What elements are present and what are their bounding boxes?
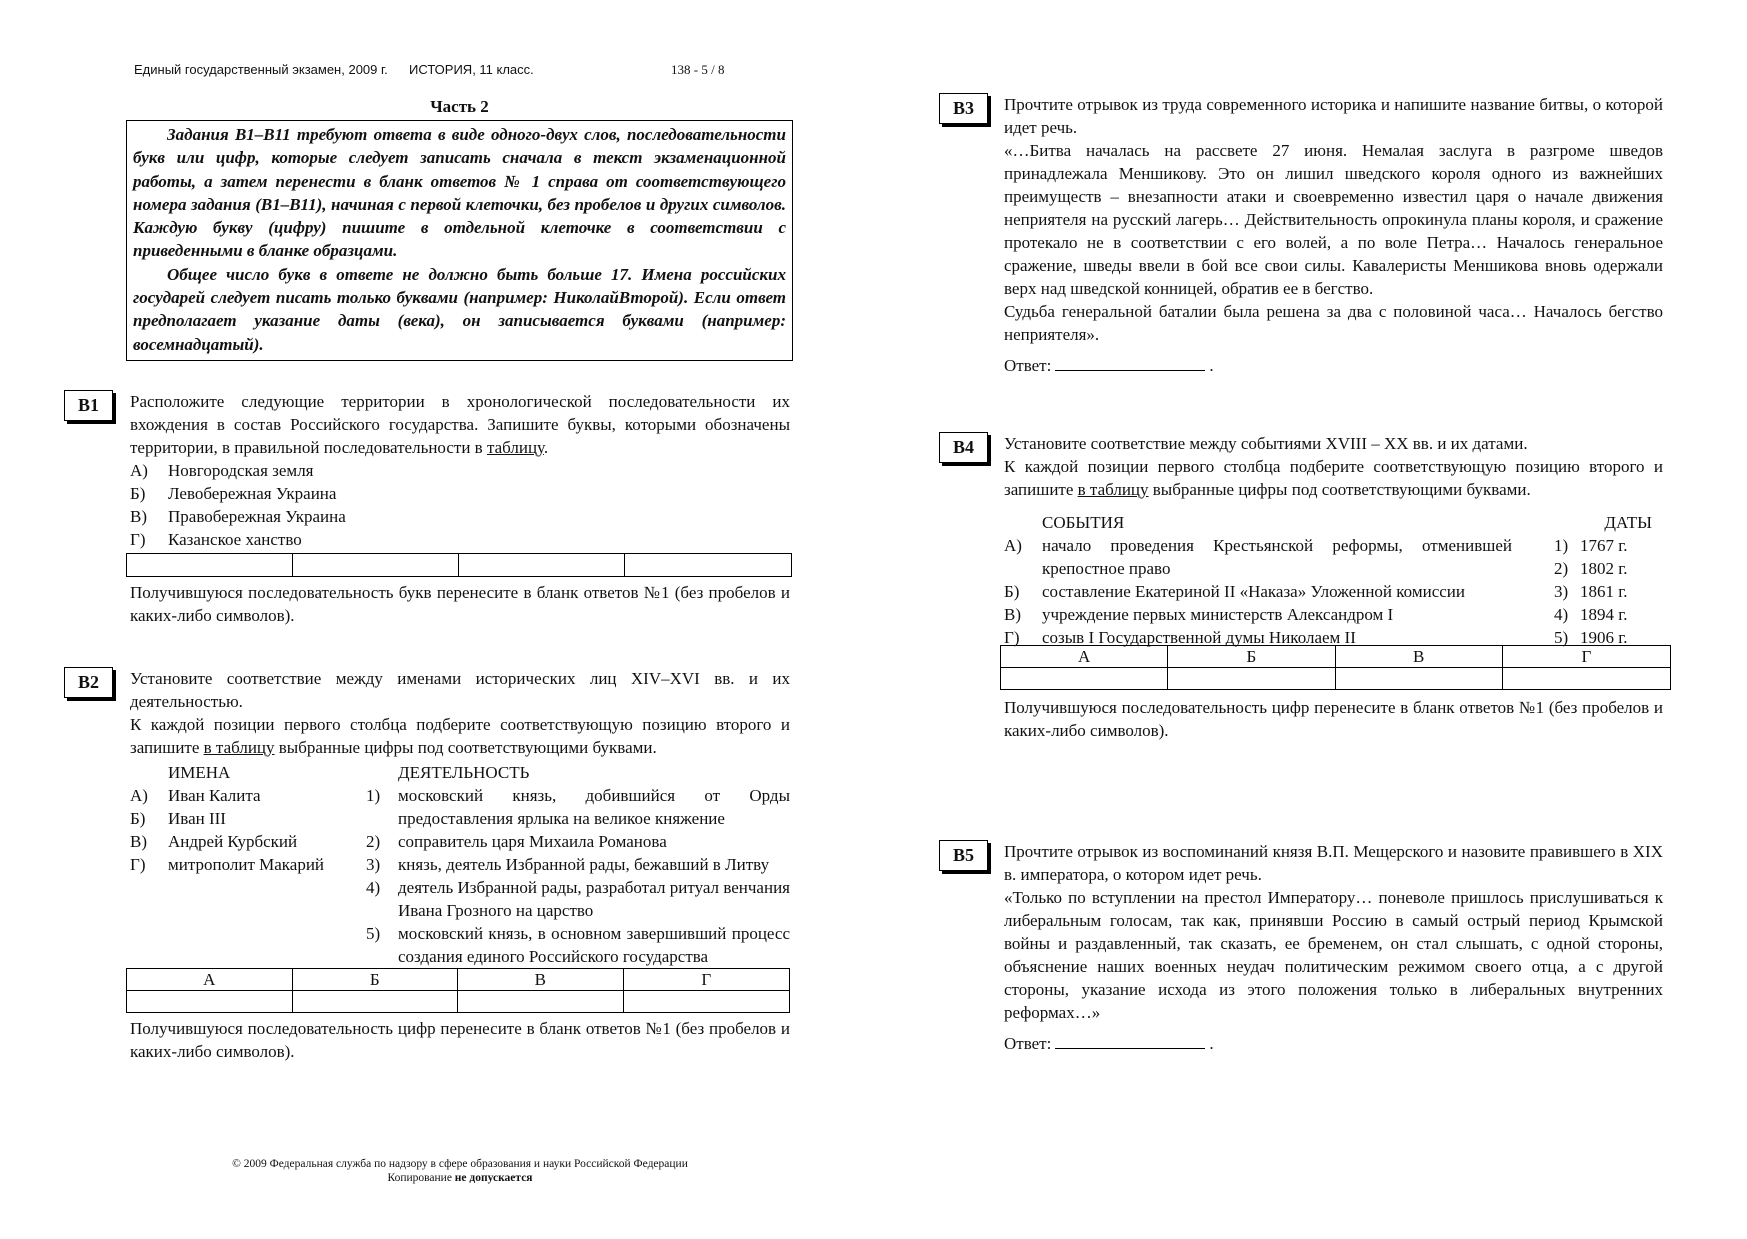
b2-names-header: ИМЕНА bbox=[168, 763, 231, 782]
b4-dates-header: ДАТЫ bbox=[1604, 513, 1652, 532]
list-item: 5) 1906 г. bbox=[1554, 628, 1628, 647]
task-b2 bbox=[130, 667, 790, 1063]
list-item: А) Новгородская земля bbox=[130, 461, 314, 480]
b2-answer-row[interactable] bbox=[127, 990, 789, 1012]
b4-col-v: В bbox=[1336, 646, 1503, 667]
exam-subject: ИСТОРИЯ, 11 класс. bbox=[409, 62, 534, 77]
list-item: 3) князь, деятель Избранной рады, бежавший в Литву bbox=[366, 855, 770, 874]
b3-answer-field[interactable] bbox=[1055, 354, 1205, 371]
b4-transfer-note: Получившуюся последовательность цифр перенесите в бланк ответов №1 (без пробелов и каких-либо символов). bbox=[1004, 698, 1663, 740]
b3-task-text: Прочтите отрывок из труда современного историка и напишите название битвы, о которой идет речь. bbox=[1004, 95, 1663, 137]
list-item: 1) 1767 г. bbox=[1554, 536, 1628, 555]
left-column bbox=[126, 95, 793, 361]
exam-title: Единый государственный экзамен, 2009 г. bbox=[134, 62, 388, 77]
b4-answer-row[interactable] bbox=[1001, 667, 1670, 689]
b4-dates-column bbox=[1512, 511, 1663, 649]
footer-line2: Копирование не допускается bbox=[387, 1172, 533, 1184]
b2-matching bbox=[130, 761, 790, 968]
list-item: 1) московский князь, добившийся от Орды предоставления ярлыка на великое княжение bbox=[366, 786, 790, 828]
b2-activities-header: ДЕЯТЕЛЬНОСТЬ bbox=[398, 763, 530, 782]
b1-answer-cell[interactable] bbox=[459, 554, 625, 576]
b4-col-b: Б bbox=[1168, 646, 1335, 667]
b2-table-header-row bbox=[127, 969, 789, 990]
b5-quote: «Только по вступлении на престол Императору… поневоле пришлось прислушиваться к либеральным голосам, так как, принявши Россию в самый острый период Крымской войны и раздавленный, так сказать, ее бременем, он стал слышать, с одной стороны, объяснение наших военных неудач политическим режимом своего отца, а с другой стороны, указание исхода из этого положения только в либеральных внутренних реформах…» bbox=[1004, 888, 1663, 1022]
task-label-b4: В4 bbox=[939, 432, 988, 463]
task-label-b2: В2 bbox=[64, 667, 113, 698]
task-label-b3: В3 bbox=[939, 93, 988, 124]
b1-answer-cell[interactable] bbox=[293, 554, 459, 576]
b1-answer-table[interactable] bbox=[126, 553, 792, 577]
b5-task-text: Прочтите отрывок из воспоминаний князя В.П. Мещерского и назовите правившего в XIX в. императора, о котором идет речь. bbox=[1004, 842, 1663, 884]
footer-line1: © 2009 Федеральная служба по надзору в сфере образования и науки Российской Федерации bbox=[232, 1158, 688, 1170]
b2-col-a: А bbox=[127, 969, 293, 990]
b3-quote: «…Битва началась на рассвете 27 июня. Немалая заслуга в разгроме шведов принадлежала Меншикову. Это он лишил шведского короля одного из важнейших преимуществ – внезапности атаки и своевременно известил царя о начале движения неприятеля на русский лагерь… Действительность опрокинула планы короля, и сражение протекало не в соответствии с его волей, а по воле Петра… Началось генеральное сражение, шведы ввели в бой все свои силы. Кавалеристы Меншикова вновь одержали верх над шведской конницей, обратив ее в бегство. bbox=[1004, 141, 1663, 298]
list-item: 5) московский князь, в основном завершивший процесс создания единого Российского государства bbox=[366, 924, 790, 966]
b4-events-column bbox=[1004, 511, 1512, 649]
list-item: 4) деятель Избранной рады, разработал ритуал венчания Ивана Грозного на царство bbox=[366, 878, 790, 920]
b4-col-a: А bbox=[1001, 646, 1168, 667]
list-item: 3) 1861 г. bbox=[1554, 582, 1628, 601]
list-item: Г) созыв I Государственной думы Николаем II bbox=[1004, 628, 1356, 647]
b2-answer-cell[interactable] bbox=[127, 991, 293, 1012]
b1-answer-cell[interactable] bbox=[127, 554, 293, 576]
b4-answer-cell[interactable] bbox=[1503, 668, 1670, 689]
b2-col-g: Г bbox=[701, 970, 712, 989]
b4-matching bbox=[1004, 511, 1663, 649]
b1-items bbox=[130, 459, 790, 551]
b2-answer-table[interactable] bbox=[126, 968, 790, 1013]
b5-answer-line: Ответ: . bbox=[1004, 1034, 1214, 1053]
b2-col-v: В bbox=[458, 969, 624, 990]
b4-answer-cell[interactable] bbox=[1168, 668, 1335, 689]
b3-answer-line: Ответ: . bbox=[1004, 356, 1214, 375]
list-item: В) учреждение первых министерств Александром I bbox=[1004, 605, 1394, 624]
b2-names-column bbox=[130, 761, 366, 968]
b4-events-header: СОБЫТИЯ bbox=[1042, 513, 1125, 532]
copyright-footer bbox=[130, 1157, 790, 1185]
b2-activities-column bbox=[366, 761, 790, 968]
list-item: 4) 1894 г. bbox=[1554, 605, 1628, 624]
b4-answer-cell[interactable] bbox=[1336, 668, 1503, 689]
instructions-box bbox=[126, 120, 793, 361]
b4-answer-table[interactable] bbox=[1000, 645, 1671, 690]
list-item: В) Правобережная Украина bbox=[130, 507, 346, 526]
b2-answer-cell[interactable] bbox=[293, 991, 459, 1012]
b4-table-header-row bbox=[1001, 646, 1670, 667]
b4-instruction: К каждой позиции первого столбца подберите соответствующую позицию второго и запишите в таблицу выбранные цифры под соответствующими буквами. bbox=[1004, 457, 1663, 499]
b2-col-b: Б bbox=[293, 969, 459, 990]
list-item: Г) Казанское ханство bbox=[130, 530, 302, 549]
exam-header bbox=[134, 62, 534, 77]
b1-answer-cell[interactable] bbox=[625, 554, 791, 576]
task-b5 bbox=[1004, 840, 1663, 1055]
b4-table-link: в таблицу bbox=[1077, 480, 1149, 499]
task-label-b1: В1 bbox=[64, 390, 113, 421]
list-item: Б) Иван III bbox=[130, 809, 226, 828]
b2-instruction: К каждой позиции первого столбца подберите соответствующую позицию второго и запишите в таблицу выбранные цифры под соответствующими буквами. bbox=[130, 715, 790, 757]
list-item: Б) составление Екатериной II «Наказа» Уложенной комиссии bbox=[1004, 582, 1465, 601]
b4-task-text: Установите соответствие между событиями XVIII – XX вв. и их датами. bbox=[1004, 434, 1528, 453]
list-item: Б) Левобережная Украина bbox=[130, 484, 337, 503]
b4-answer-cell[interactable] bbox=[1001, 668, 1168, 689]
b2-answer-cell[interactable] bbox=[458, 991, 624, 1012]
part-title: Часть 2 bbox=[430, 97, 489, 116]
b1-table-link: таблицу bbox=[486, 438, 544, 457]
page-code: 138 - 5 / 8 bbox=[671, 62, 725, 77]
list-item: Г) митрополит Макарий bbox=[130, 855, 325, 874]
b2-task-text: Установите соответствие между именами исторических лиц XIV–XVI вв. и их деятельностью. bbox=[130, 669, 790, 711]
b2-answer-cell[interactable] bbox=[624, 991, 790, 1012]
task-label-b5: В5 bbox=[939, 840, 988, 871]
list-item: 2) соправитель царя Михаила Романова bbox=[366, 832, 667, 851]
b5-answer-field[interactable] bbox=[1055, 1032, 1205, 1049]
instructions-p1: Задания В1–В11 требуют ответа в виде одного-двух слов, последовательности букв или цифр, которые следует записать сначала в текст экзаменационной работы, а затем перенести в бланк ответов № 1 справа от соответствующего номера задания (В1–В11), начиная с первой клеточки, без пробелов и других символов. Каждую букву (цифру) пишите в отдельной клеточке в соответствии с приведенными в бланке образцами. bbox=[133, 125, 786, 261]
task-b1 bbox=[130, 390, 790, 627]
list-item: 2) 1802 г. bbox=[1554, 559, 1628, 578]
b4-col-g: Г bbox=[1581, 647, 1592, 666]
instructions-p2: Общее число букв в ответе не должно быть больше 17. Имена российских государей следует писать только буквами (например: НиколайВторой). Если ответ предполагает указание даты (века), он записывается буквами (например: восемнадцатый). bbox=[133, 264, 786, 354]
b2-transfer-note: Получившуюся последовательность цифр перенесите в бланк ответов №1 (без пробелов и каких-либо символов). bbox=[130, 1019, 790, 1061]
list-item: А) Иван Калита bbox=[130, 786, 261, 805]
b1-transfer-note: Получившуюся последовательность букв перенесите в бланк ответов №1 (без пробелов и каких-либо символов). bbox=[130, 583, 790, 625]
b1-task-text: Расположите следующие территории в хронологической последовательности их вхождения в состав Российского государства. Запишите буквы, которыми обозначены территории, в правильной последовательности в таблицу. bbox=[130, 392, 790, 457]
b3-quote-end: Судьба генеральной баталии была решена за два с половиной часа… Началось бегство неприятеля». bbox=[1004, 302, 1663, 344]
task-b4 bbox=[1004, 432, 1663, 742]
task-b3 bbox=[1004, 93, 1663, 377]
b2-table-link: в таблицу bbox=[203, 738, 275, 757]
list-item: В) Андрей Курбский bbox=[130, 832, 298, 851]
list-item: А) начало проведения Крестьянской реформы, отменившей крепостное право bbox=[1004, 536, 1512, 578]
